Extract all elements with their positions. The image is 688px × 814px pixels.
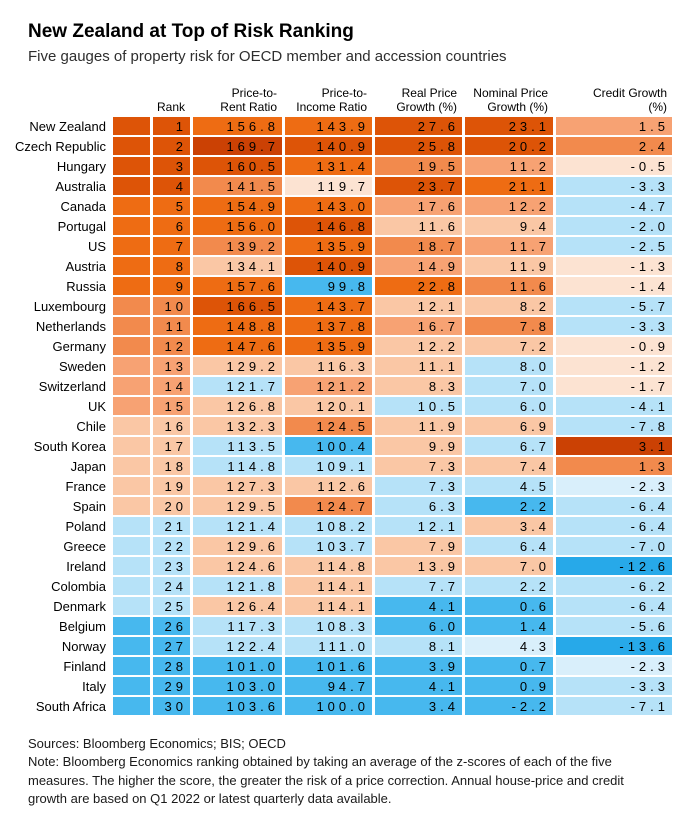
rank-cell: 29: [153, 677, 190, 695]
value-cell: 12.2: [465, 197, 553, 215]
value-cell: 20.2: [465, 137, 553, 155]
value-cell: 25.8: [375, 137, 462, 155]
value-cell: 169.7: [193, 137, 282, 155]
rank-cell: 12: [153, 337, 190, 355]
country-label: Greece: [0, 537, 110, 555]
value-cell: -0.9: [556, 337, 672, 355]
country-label: Portugal: [0, 217, 110, 235]
value-cell: 101.6: [285, 657, 372, 675]
value-cell: 1.5: [556, 117, 672, 135]
value-cell: 2.2: [465, 497, 553, 515]
value-cell: 6.0: [375, 617, 462, 635]
rank-cell: 11: [153, 317, 190, 335]
country-label: Norway: [0, 637, 110, 655]
value-cell: 12.2: [375, 337, 462, 355]
value-cell: 126.8: [193, 397, 282, 415]
value-cell: 11.7: [465, 237, 553, 255]
value-cell: 121.7: [193, 377, 282, 395]
value-cell: -4.1: [556, 397, 672, 415]
rank-cell: 26: [153, 617, 190, 635]
value-cell: 7.0: [465, 377, 553, 395]
country-label: Germany: [0, 337, 110, 355]
value-cell: 143.0: [285, 197, 372, 215]
value-cell: 8.3: [375, 377, 462, 395]
value-cell: -6.2: [556, 577, 672, 595]
risk-score-strip: [113, 577, 150, 595]
value-cell: 120.1: [285, 397, 372, 415]
risk-score-strip: [113, 197, 150, 215]
country-label: Chile: [0, 417, 110, 435]
page-subtitle: Five gauges of property risk for OECD member and accession countries: [28, 48, 507, 65]
value-cell: 6.7: [465, 437, 553, 455]
value-cell: 100.0: [285, 697, 372, 715]
rank-cell: 6: [153, 217, 190, 235]
value-cell: -6.4: [556, 597, 672, 615]
country-label: Hungary: [0, 157, 110, 175]
value-cell: 2.2: [465, 577, 553, 595]
value-cell: 7.0: [465, 557, 553, 575]
value-cell: 16.7: [375, 317, 462, 335]
value-cell: 114.8: [285, 557, 372, 575]
value-cell: 7.7: [375, 577, 462, 595]
value-cell: 99.8: [285, 277, 372, 295]
value-cell: -3.3: [556, 177, 672, 195]
value-cell: 141.5: [193, 177, 282, 195]
value-cell: -3.3: [556, 317, 672, 335]
value-cell: 3.9: [375, 657, 462, 675]
value-cell: -6.4: [556, 517, 672, 535]
column-header-credit-growth-: Credit Growth (%): [592, 86, 667, 114]
risk-score-strip: [113, 137, 150, 155]
header-spacer-label: [0, 72, 110, 114]
value-cell: 11.9: [375, 417, 462, 435]
country-label: Switzerland: [0, 377, 110, 395]
value-cell: -5.7: [556, 297, 672, 315]
country-label: US: [0, 237, 110, 255]
value-cell: 135.9: [285, 337, 372, 355]
risk-score-strip: [113, 177, 150, 195]
sources-line: Sources: Bloomberg Economics; BIS; OECD: [28, 736, 286, 751]
rank-cell: 8: [153, 257, 190, 275]
value-cell: 103.0: [193, 677, 282, 695]
value-cell: 111.0: [285, 637, 372, 655]
value-cell: 14.9: [375, 257, 462, 275]
value-cell: 1.4: [465, 617, 553, 635]
rank-cell: 15: [153, 397, 190, 415]
country-label: Luxembourg: [0, 297, 110, 315]
value-cell: 4.3: [465, 637, 553, 655]
value-cell: 132.3: [193, 417, 282, 435]
value-cell: 126.4: [193, 597, 282, 615]
country-label: Denmark: [0, 597, 110, 615]
column-header-nominal-price-growth-: Nominal Price Growth (%): [473, 86, 548, 114]
rank-cell: 22: [153, 537, 190, 555]
risk-score-strip: [113, 597, 150, 615]
value-cell: 114.1: [285, 597, 372, 615]
risk-score-strip: [113, 677, 150, 695]
value-cell: 121.4: [193, 517, 282, 535]
value-cell: 134.1: [193, 257, 282, 275]
rank-cell: 18: [153, 457, 190, 475]
value-cell: 6.0: [465, 397, 553, 415]
value-cell: 124.5: [285, 417, 372, 435]
value-cell: 124.7: [285, 497, 372, 515]
value-cell: -5.6: [556, 617, 672, 635]
value-cell: 7.3: [375, 477, 462, 495]
value-cell: 6.9: [465, 417, 553, 435]
risk-score-strip: [113, 637, 150, 655]
value-cell: 140.9: [285, 257, 372, 275]
country-label: Canada: [0, 197, 110, 215]
column-header-price-to-rent-ratio: Price-to- Rent Ratio: [220, 86, 277, 114]
rank-cell: 28: [153, 657, 190, 675]
country-label: UK: [0, 397, 110, 415]
value-cell: 94.7: [285, 677, 372, 695]
value-cell: -2.3: [556, 657, 672, 675]
rank-cell: 10: [153, 297, 190, 315]
value-cell: 7.8: [465, 317, 553, 335]
value-cell: 127.3: [193, 477, 282, 495]
rank-cell: 21: [153, 517, 190, 535]
value-cell: 114.1: [285, 577, 372, 595]
value-cell: 2.4: [556, 137, 672, 155]
value-cell: 129.5: [193, 497, 282, 515]
value-cell: 137.8: [285, 317, 372, 335]
risk-score-strip: [113, 497, 150, 515]
value-cell: 103.7: [285, 537, 372, 555]
value-cell: -7.8: [556, 417, 672, 435]
value-cell: 8.2: [465, 297, 553, 315]
value-cell: 166.5: [193, 297, 282, 315]
country-label: Australia: [0, 177, 110, 195]
country-label: France: [0, 477, 110, 495]
country-label: Italy: [0, 677, 110, 695]
value-cell: -4.7: [556, 197, 672, 215]
value-cell: 4.1: [375, 677, 462, 695]
value-cell: 121.8: [193, 577, 282, 595]
country-label: Austria: [0, 257, 110, 275]
value-cell: 135.9: [285, 237, 372, 255]
value-cell: -0.5: [556, 157, 672, 175]
rank-cell: 3: [153, 157, 190, 175]
header-spacer-score: [113, 72, 150, 114]
risk-score-strip: [113, 657, 150, 675]
rank-cell: 24: [153, 577, 190, 595]
value-cell: 156.0: [193, 217, 282, 235]
rank-cell: 19: [153, 477, 190, 495]
risk-score-strip: [113, 357, 150, 375]
country-label: Poland: [0, 517, 110, 535]
value-cell: 7.4: [465, 457, 553, 475]
value-cell: 8.0: [465, 357, 553, 375]
risk-score-strip: [113, 477, 150, 495]
value-cell: -6.4: [556, 497, 672, 515]
value-cell: 27.6: [375, 117, 462, 135]
rank-cell: 30: [153, 697, 190, 715]
value-cell: 0.7: [465, 657, 553, 675]
risk-score-strip: [113, 337, 150, 355]
value-cell: 12.1: [375, 517, 462, 535]
rank-cell: 13: [153, 357, 190, 375]
value-cell: 0.6: [465, 597, 553, 615]
value-cell: 3.4: [465, 517, 553, 535]
value-cell: 108.3: [285, 617, 372, 635]
value-cell: 23.1: [465, 117, 553, 135]
value-cell: 7.3: [375, 457, 462, 475]
risk-score-strip: [113, 437, 150, 455]
page-title: New Zealand at Top of Risk Ranking: [28, 21, 354, 42]
value-cell: 157.6: [193, 277, 282, 295]
value-cell: 3.1: [556, 437, 672, 455]
rank-cell: 17: [153, 437, 190, 455]
value-cell: 140.9: [285, 137, 372, 155]
value-cell: 108.2: [285, 517, 372, 535]
value-cell: 22.8: [375, 277, 462, 295]
country-label: Spain: [0, 497, 110, 515]
value-cell: -7.0: [556, 537, 672, 555]
rank-cell: 27: [153, 637, 190, 655]
country-label: South Africa: [0, 697, 110, 715]
country-label: Netherlands: [0, 317, 110, 335]
risk-score-strip: [113, 317, 150, 335]
value-cell: 8.1: [375, 637, 462, 655]
rank-cell: 2: [153, 137, 190, 155]
risk-score-strip: [113, 397, 150, 415]
value-cell: 19.5: [375, 157, 462, 175]
value-cell: -7.1: [556, 697, 672, 715]
value-cell: 4.1: [375, 597, 462, 615]
value-cell: 129.6: [193, 537, 282, 555]
value-cell: 12.1: [375, 297, 462, 315]
risk-score-strip: [113, 257, 150, 275]
risk-score-strip: [113, 117, 150, 135]
column-header-row: [0, 72, 688, 114]
value-cell: 10.5: [375, 397, 462, 415]
rank-cell: 25: [153, 597, 190, 615]
risk-score-strip: [113, 617, 150, 635]
value-cell: 147.6: [193, 337, 282, 355]
risk-score-strip: [113, 217, 150, 235]
value-cell: 122.4: [193, 637, 282, 655]
country-label: South Korea: [0, 437, 110, 455]
rank-cell: 16: [153, 417, 190, 435]
value-cell: 116.3: [285, 357, 372, 375]
value-cell: -3.3: [556, 677, 672, 695]
value-cell: 6.3: [375, 497, 462, 515]
value-cell: 7.9: [375, 537, 462, 555]
rank-cell: 23: [153, 557, 190, 575]
value-cell: 7.2: [465, 337, 553, 355]
risk-score-strip: [113, 697, 150, 715]
value-cell: 113.5: [193, 437, 282, 455]
value-cell: 9.4: [465, 217, 553, 235]
value-cell: 143.9: [285, 117, 372, 135]
country-label: Czech Republic: [0, 137, 110, 155]
country-label: Sweden: [0, 357, 110, 375]
value-cell: 1.3: [556, 457, 672, 475]
value-cell: -2.0: [556, 217, 672, 235]
value-cell: -2.2: [465, 697, 553, 715]
value-cell: 21.1: [465, 177, 553, 195]
rank-cell: 4: [153, 177, 190, 195]
risk-score-strip: [113, 537, 150, 555]
value-cell: 100.4: [285, 437, 372, 455]
value-cell: 23.7: [375, 177, 462, 195]
value-cell: 11.2: [465, 157, 553, 175]
country-label: Russia: [0, 277, 110, 295]
value-cell: 143.7: [285, 297, 372, 315]
value-cell: -13.6: [556, 637, 672, 655]
value-cell: 131.4: [285, 157, 372, 175]
value-cell: -1.4: [556, 277, 672, 295]
value-cell: 13.9: [375, 557, 462, 575]
value-cell: 9.9: [375, 437, 462, 455]
value-cell: -2.3: [556, 477, 672, 495]
value-cell: 139.2: [193, 237, 282, 255]
rank-cell: 5: [153, 197, 190, 215]
value-cell: 3.4: [375, 697, 462, 715]
value-cell: 117.3: [193, 617, 282, 635]
risk-score-strip: [113, 517, 150, 535]
value-cell: -1.7: [556, 377, 672, 395]
value-cell: 160.5: [193, 157, 282, 175]
value-cell: 146.8: [285, 217, 372, 235]
rank-cell: 1: [153, 117, 190, 135]
rank-cell: 7: [153, 237, 190, 255]
value-cell: 148.8: [193, 317, 282, 335]
value-cell: 101.0: [193, 657, 282, 675]
value-cell: -1.3: [556, 257, 672, 275]
value-cell: 103.6: [193, 697, 282, 715]
value-cell: 112.6: [285, 477, 372, 495]
value-cell: 109.1: [285, 457, 372, 475]
country-label: Ireland: [0, 557, 110, 575]
risk-score-strip: [113, 157, 150, 175]
risk-score-strip: [113, 277, 150, 295]
value-cell: 11.6: [465, 277, 553, 295]
value-cell: 154.9: [193, 197, 282, 215]
value-cell: 17.6: [375, 197, 462, 215]
column-header-rank: Rank: [156, 100, 185, 114]
country-label: Belgium: [0, 617, 110, 635]
rank-cell: 14: [153, 377, 190, 395]
rank-cell: 20: [153, 497, 190, 515]
country-label: Colombia: [0, 577, 110, 595]
heatmap-table: [0, 117, 688, 715]
value-cell: 0.9: [465, 677, 553, 695]
risk-score-strip: [113, 457, 150, 475]
risk-score-strip: [113, 237, 150, 255]
value-cell: 121.2: [285, 377, 372, 395]
column-header-price-to-income-ratio: Price-to- Income Ratio: [296, 86, 367, 114]
country-label: New Zealand: [0, 117, 110, 135]
value-cell: 18.7: [375, 237, 462, 255]
note-text: Note: Bloomberg Economics ranking obtained by taking an average of the z-scores of each of the five measures. The higher the score, the greater the risk of a price correction. Annual house-price and credit growth are based on Q1 2022 or latest quarterly data available.: [28, 754, 624, 806]
value-cell: 11.6: [375, 217, 462, 235]
column-header-real-price-growth-: Real Price Growth (%): [396, 86, 457, 114]
value-cell: 114.8: [193, 457, 282, 475]
value-cell: -12.6: [556, 557, 672, 575]
value-cell: 129.2: [193, 357, 282, 375]
risk-score-strip: [113, 557, 150, 575]
value-cell: 156.8: [193, 117, 282, 135]
value-cell: 11.9: [465, 257, 553, 275]
value-cell: 4.5: [465, 477, 553, 495]
value-cell: 124.6: [193, 557, 282, 575]
risk-score-strip: [113, 417, 150, 435]
value-cell: 6.4: [465, 537, 553, 555]
risk-score-strip: [113, 377, 150, 395]
value-cell: -1.2: [556, 357, 672, 375]
country-label: Finland: [0, 657, 110, 675]
value-cell: 119.7: [285, 177, 372, 195]
value-cell: -2.5: [556, 237, 672, 255]
risk-score-strip: [113, 297, 150, 315]
rank-cell: 9: [153, 277, 190, 295]
value-cell: 11.1: [375, 357, 462, 375]
country-label: Japan: [0, 457, 110, 475]
